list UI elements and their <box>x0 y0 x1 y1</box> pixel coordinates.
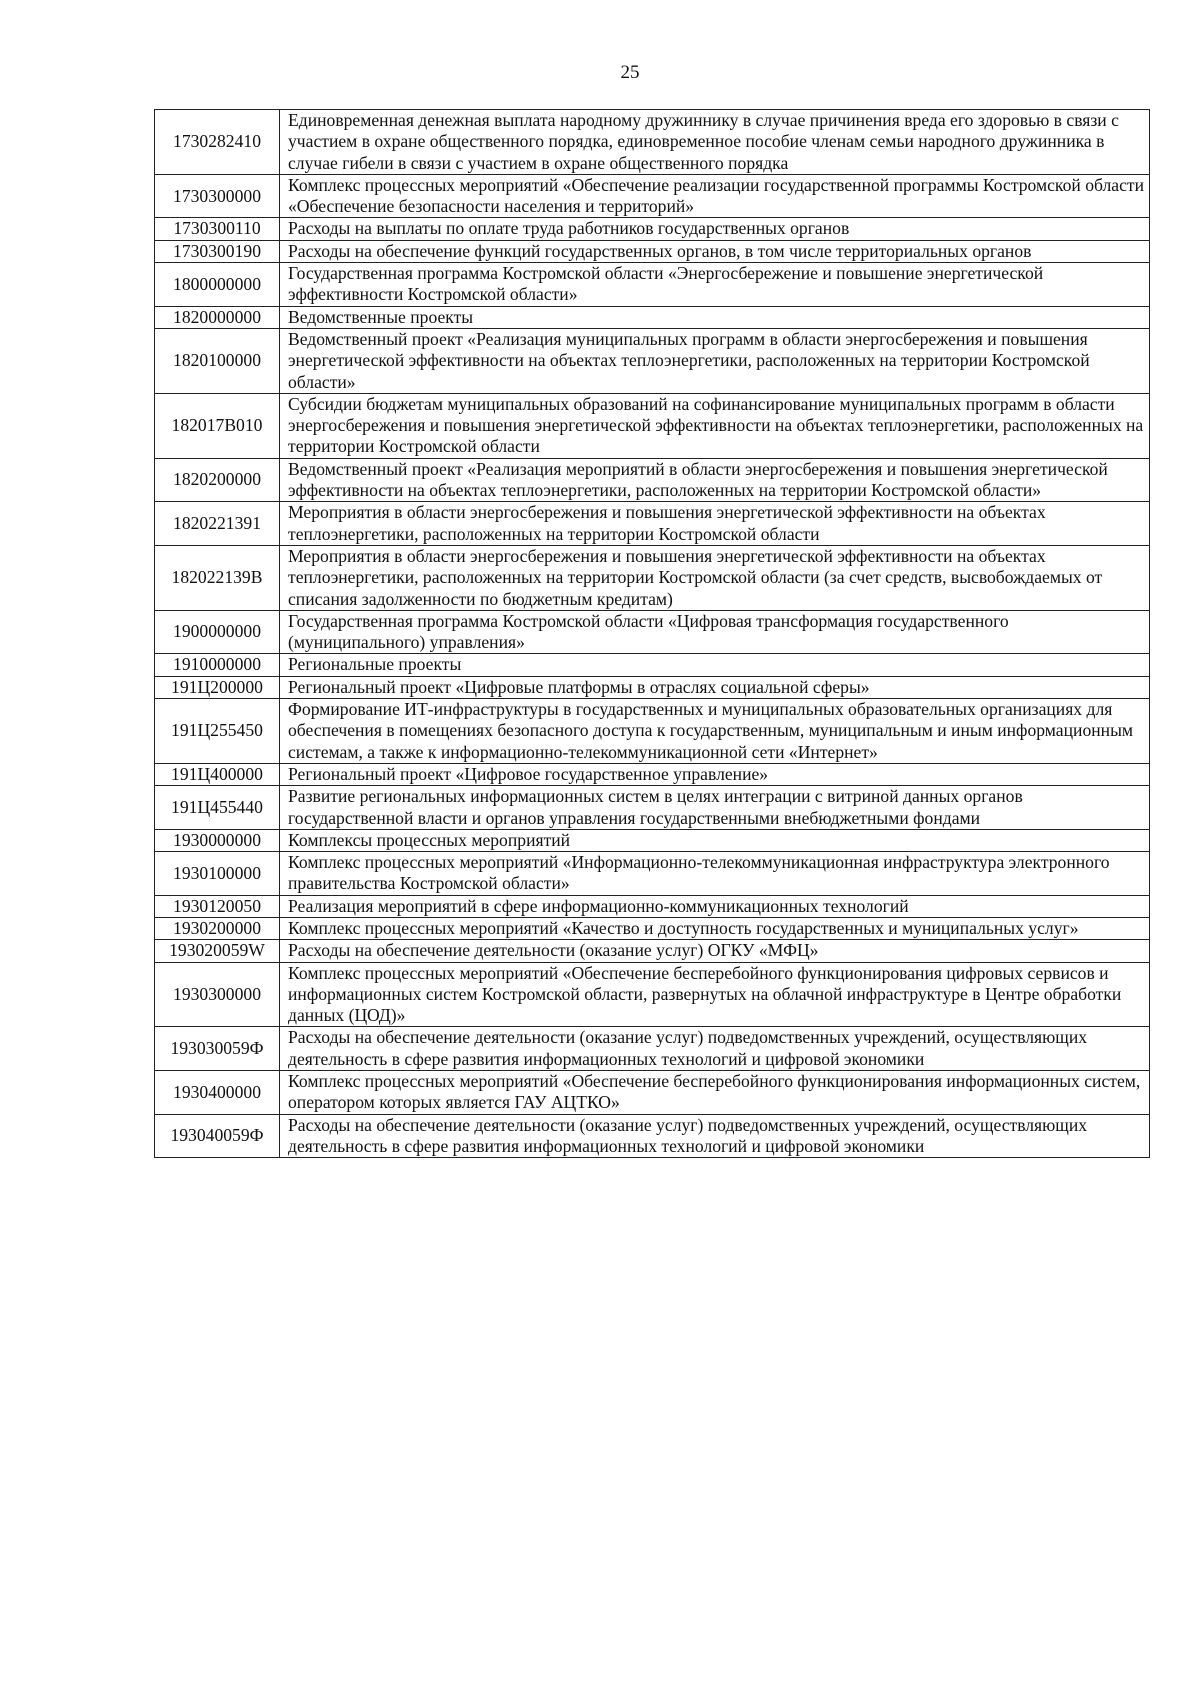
row-description: Расходы на обеспечение деятельности (оказание услуг) подведомственных учреждений, осуществляющих деятельность в сфере развития информационных технологий и цифровой экономики <box>280 1027 1150 1071</box>
table-body <box>155 110 1150 1158</box>
row-code: 191Ц200000 <box>155 676 280 698</box>
row-description: Расходы на обеспечение функций государственных органов, в том числе территориальных органов <box>280 240 1150 262</box>
row-code: 1820200000 <box>155 458 280 502</box>
table-row <box>155 1071 1150 1115</box>
table-row <box>155 763 1150 785</box>
row-code: 1900000000 <box>155 610 280 654</box>
row-description: Расходы на выплаты по оплате труда работников государственных органов <box>280 218 1150 240</box>
table-row <box>155 786 1150 830</box>
table-row <box>155 328 1150 393</box>
row-code: 1730300110 <box>155 218 280 240</box>
row-code: 182017В010 <box>155 393 280 458</box>
table-row <box>155 940 1150 962</box>
table-row <box>155 1027 1150 1071</box>
page-number: 25 <box>620 62 640 83</box>
row-description: Мероприятия в области энергосбережения и повышения энергетической эффективности на объектах теплоэнергетики, расположенных на территории Костромской области (за счет средств, высвобождаемых от списания задолженности по бюджетным кредитам) <box>280 545 1150 610</box>
table-row <box>155 458 1150 502</box>
table-row <box>155 829 1150 851</box>
row-description: Региональный проект «Цифровое государственное управление» <box>280 763 1150 785</box>
row-description: Региональный проект «Цифровые платформы в отраслях социальной сферы» <box>280 676 1150 698</box>
table-row <box>155 545 1150 610</box>
row-code: 1910000000 <box>155 654 280 676</box>
table-row <box>155 610 1150 654</box>
row-code: 1930000000 <box>155 829 280 851</box>
row-code: 1930100000 <box>155 852 280 896</box>
table-row <box>155 852 1150 896</box>
table-row <box>155 676 1150 698</box>
table-row <box>155 393 1150 458</box>
row-description: Формирование ИТ-инфраструктуры в государственных и муниципальных образовательных организациях для обеспечения в помещениях безопасного доступа к государственным, муниципальным и иным информационным системам, а также к информационно-телекоммуникационной сети «Интернет» <box>280 699 1150 764</box>
row-description: Ведомственные проекты <box>280 306 1150 328</box>
table-row <box>155 218 1150 240</box>
row-code: 193020059W <box>155 940 280 962</box>
row-code: 193030059Ф <box>155 1027 280 1071</box>
table-row <box>155 1114 1150 1158</box>
row-description: Государственная программа Костромской области «Цифровая трансформация государственного (муниципального) управления» <box>280 610 1150 654</box>
row-description: Реализация мероприятий в сфере информационно-коммуникационных технологий <box>280 895 1150 917</box>
row-description: Государственная программа Костромской области «Энергосбережение и повышение энергетической эффективности Костромской области» <box>280 263 1150 307</box>
row-code: 1800000000 <box>155 263 280 307</box>
row-description: Расходы на обеспечение деятельности (оказание услуг) подведомственных учреждений, осуществляющих деятельность в сфере развития информационных технологий и цифровой экономики <box>280 1114 1150 1158</box>
table-row <box>155 174 1150 218</box>
row-code: 191Ц400000 <box>155 763 280 785</box>
row-description: Ведомственный проект «Реализация муниципальных программ в области энергосбережения и повышения энергетической эффективности на объектах теплоэнергетики, расположенных на территории Костромской области» <box>280 328 1150 393</box>
table-row <box>155 895 1150 917</box>
row-code: 1930200000 <box>155 917 280 939</box>
table-row <box>155 240 1150 262</box>
table-row <box>155 263 1150 307</box>
row-description: Комплекс процессных мероприятий «Качество и доступность государственных и муниципальных услуг» <box>280 917 1150 939</box>
row-code: 1730300000 <box>155 174 280 218</box>
table-row <box>155 502 1150 546</box>
row-code: 1820221391 <box>155 502 280 546</box>
row-description: Расходы на обеспечение деятельности (оказание услуг) ОГКУ «МФЦ» <box>280 940 1150 962</box>
row-description: Комплексы процессных мероприятий <box>280 829 1150 851</box>
row-description: Ведомственный проект «Реализация мероприятий в области энергосбережения и повышения энергетической эффективности на объектах теплоэнергетики, расположенных на территории Костромской области» <box>280 458 1150 502</box>
row-description: Единовременная денежная выплата народному дружиннику в случае причинения вреда его здоровью в связи с участием в охране общественного порядка, единовременное пособие членам семьи народного дружинника в случае гибели в связи с участием в охране общественного порядка <box>280 110 1150 175</box>
row-code: 1930300000 <box>155 962 280 1027</box>
row-code: 191Ц255450 <box>155 699 280 764</box>
row-code: 1930400000 <box>155 1071 280 1115</box>
table-row <box>155 962 1150 1027</box>
row-code: 1930120050 <box>155 895 280 917</box>
row-code: 191Ц455440 <box>155 786 280 830</box>
table-row <box>155 917 1150 939</box>
budget-classification-table <box>154 109 1150 1158</box>
row-code: 1730282410 <box>155 110 280 175</box>
row-description: Субсидии бюджетам муниципальных образований на софинансирование муниципальных программ в области энергосбережения и повышения энергетической эффективности на объектах теплоэнергетики, расположенных на территории Костромской области <box>280 393 1150 458</box>
row-description: Комплекс процессных мероприятий «Информационно-телекоммуникационная инфраструктура электронного правительства Костромской области» <box>280 852 1150 896</box>
row-code: 1820000000 <box>155 306 280 328</box>
row-code: 1730300190 <box>155 240 280 262</box>
row-description: Комплекс процессных мероприятий «Обеспечение реализации государственной программы Костромской области «Обеспечение безопасности населения и территорий» <box>280 174 1150 218</box>
table-row <box>155 306 1150 328</box>
row-description: Региональные проекты <box>280 654 1150 676</box>
row-description: Развитие региональных информационных систем в целях интеграции с витриной данных органов государственной власти и органов управления государственными внебюджетными фондами <box>280 786 1150 830</box>
row-description: Комплекс процессных мероприятий «Обеспечение бесперебойного функционирования информационных систем, оператором которых является ГАУ АЦТКО» <box>280 1071 1150 1115</box>
row-code: 182022139В <box>155 545 280 610</box>
row-code: 193040059Ф <box>155 1114 280 1158</box>
table-row <box>155 654 1150 676</box>
table-row <box>155 699 1150 764</box>
row-description: Мероприятия в области энергосбережения и повышения энергетической эффективности на объектах теплоэнергетики, расположенных на территории Костромской области <box>280 502 1150 546</box>
table-row <box>155 110 1150 175</box>
row-description: Комплекс процессных мероприятий «Обеспечение бесперебойного функционирования цифровых сервисов и информационных систем Костромской области, развернутых на облачной инфраструктуре в Центре обработки данных (ЦОД)» <box>280 962 1150 1027</box>
row-code: 1820100000 <box>155 328 280 393</box>
